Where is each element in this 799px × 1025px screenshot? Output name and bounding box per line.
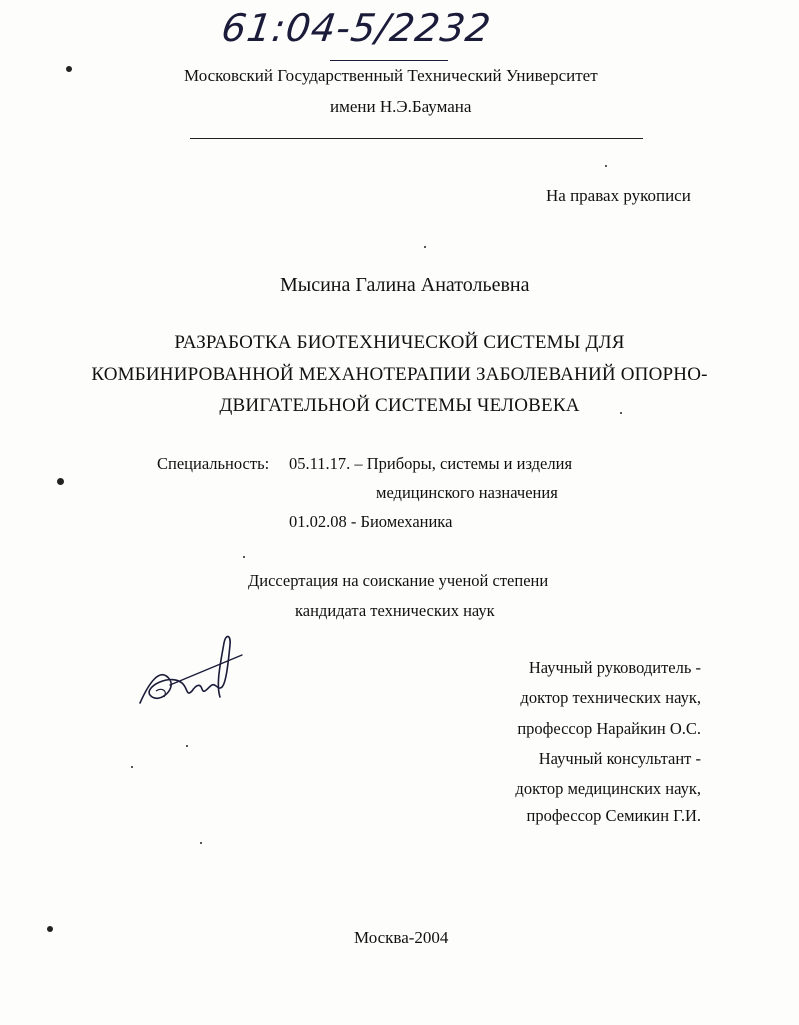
handwritten-signature-icon — [130, 625, 250, 720]
university-name: Московский Государственный Технический Университет — [184, 66, 598, 85]
scan-speck — [57, 478, 64, 485]
university-subtitle: имени Н.Э.Баумана — [330, 97, 472, 116]
scan-speck — [243, 556, 245, 558]
scan-speck — [47, 926, 53, 932]
dissertation-line-2: кандидата технических наук — [295, 601, 495, 620]
archive-code-underline — [330, 60, 448, 61]
header-divider — [190, 138, 643, 139]
advisor-line-2: доктор технических наук, — [520, 688, 701, 707]
archive-code: 61:04-5/2232 — [218, 6, 495, 50]
specialty-label: Специальность: — [157, 454, 270, 473]
specialty-line-1: 05.11.17. – Приборы, системы и изделия — [289, 454, 573, 473]
scan-speck — [131, 766, 133, 768]
scan-speck — [605, 165, 607, 167]
city-year: Москва-2004 — [354, 928, 449, 947]
dissertation-line-1: Диссертация на соискание ученой степени — [248, 571, 549, 590]
consultant-line-3: профессор Семикин Г.И. — [526, 806, 701, 825]
scan-speck — [424, 246, 426, 248]
title-line-1: РАЗРАБОТКА БИОТЕХНИЧЕСКОЙ СИСТЕМЫ ДЛЯ — [174, 332, 625, 353]
scan-speck — [186, 745, 188, 747]
scan-speck — [66, 66, 72, 72]
scan-speck — [620, 412, 622, 414]
advisor-line-3: профессор Нарайкин О.С. — [517, 719, 701, 738]
author-name: Мысина Галина Анатольевна — [280, 274, 530, 296]
specialty-line-1-continued: медицинского назначения — [376, 483, 558, 502]
rights-notice: На правах рукописи — [546, 186, 691, 205]
consultant-line-1: Научный консультант - — [538, 749, 701, 768]
specialty-line-2: 01.02.08 - Биомеханика — [289, 512, 453, 531]
advisor-line-1: Научный руководитель - — [528, 658, 701, 677]
title-line-2: КОМБИНИРОВАННОЙ МЕХАНОТЕРАПИИ ЗАБОЛЕВАНИЙ ОПОРНО- — [91, 364, 708, 385]
scan-speck — [200, 842, 202, 844]
consultant-line-2: доктор медицинских наук, — [515, 779, 701, 798]
title-line-3: ДВИГАТЕЛЬНОЙ СИСТЕМЫ ЧЕЛОВЕКА — [219, 395, 580, 416]
